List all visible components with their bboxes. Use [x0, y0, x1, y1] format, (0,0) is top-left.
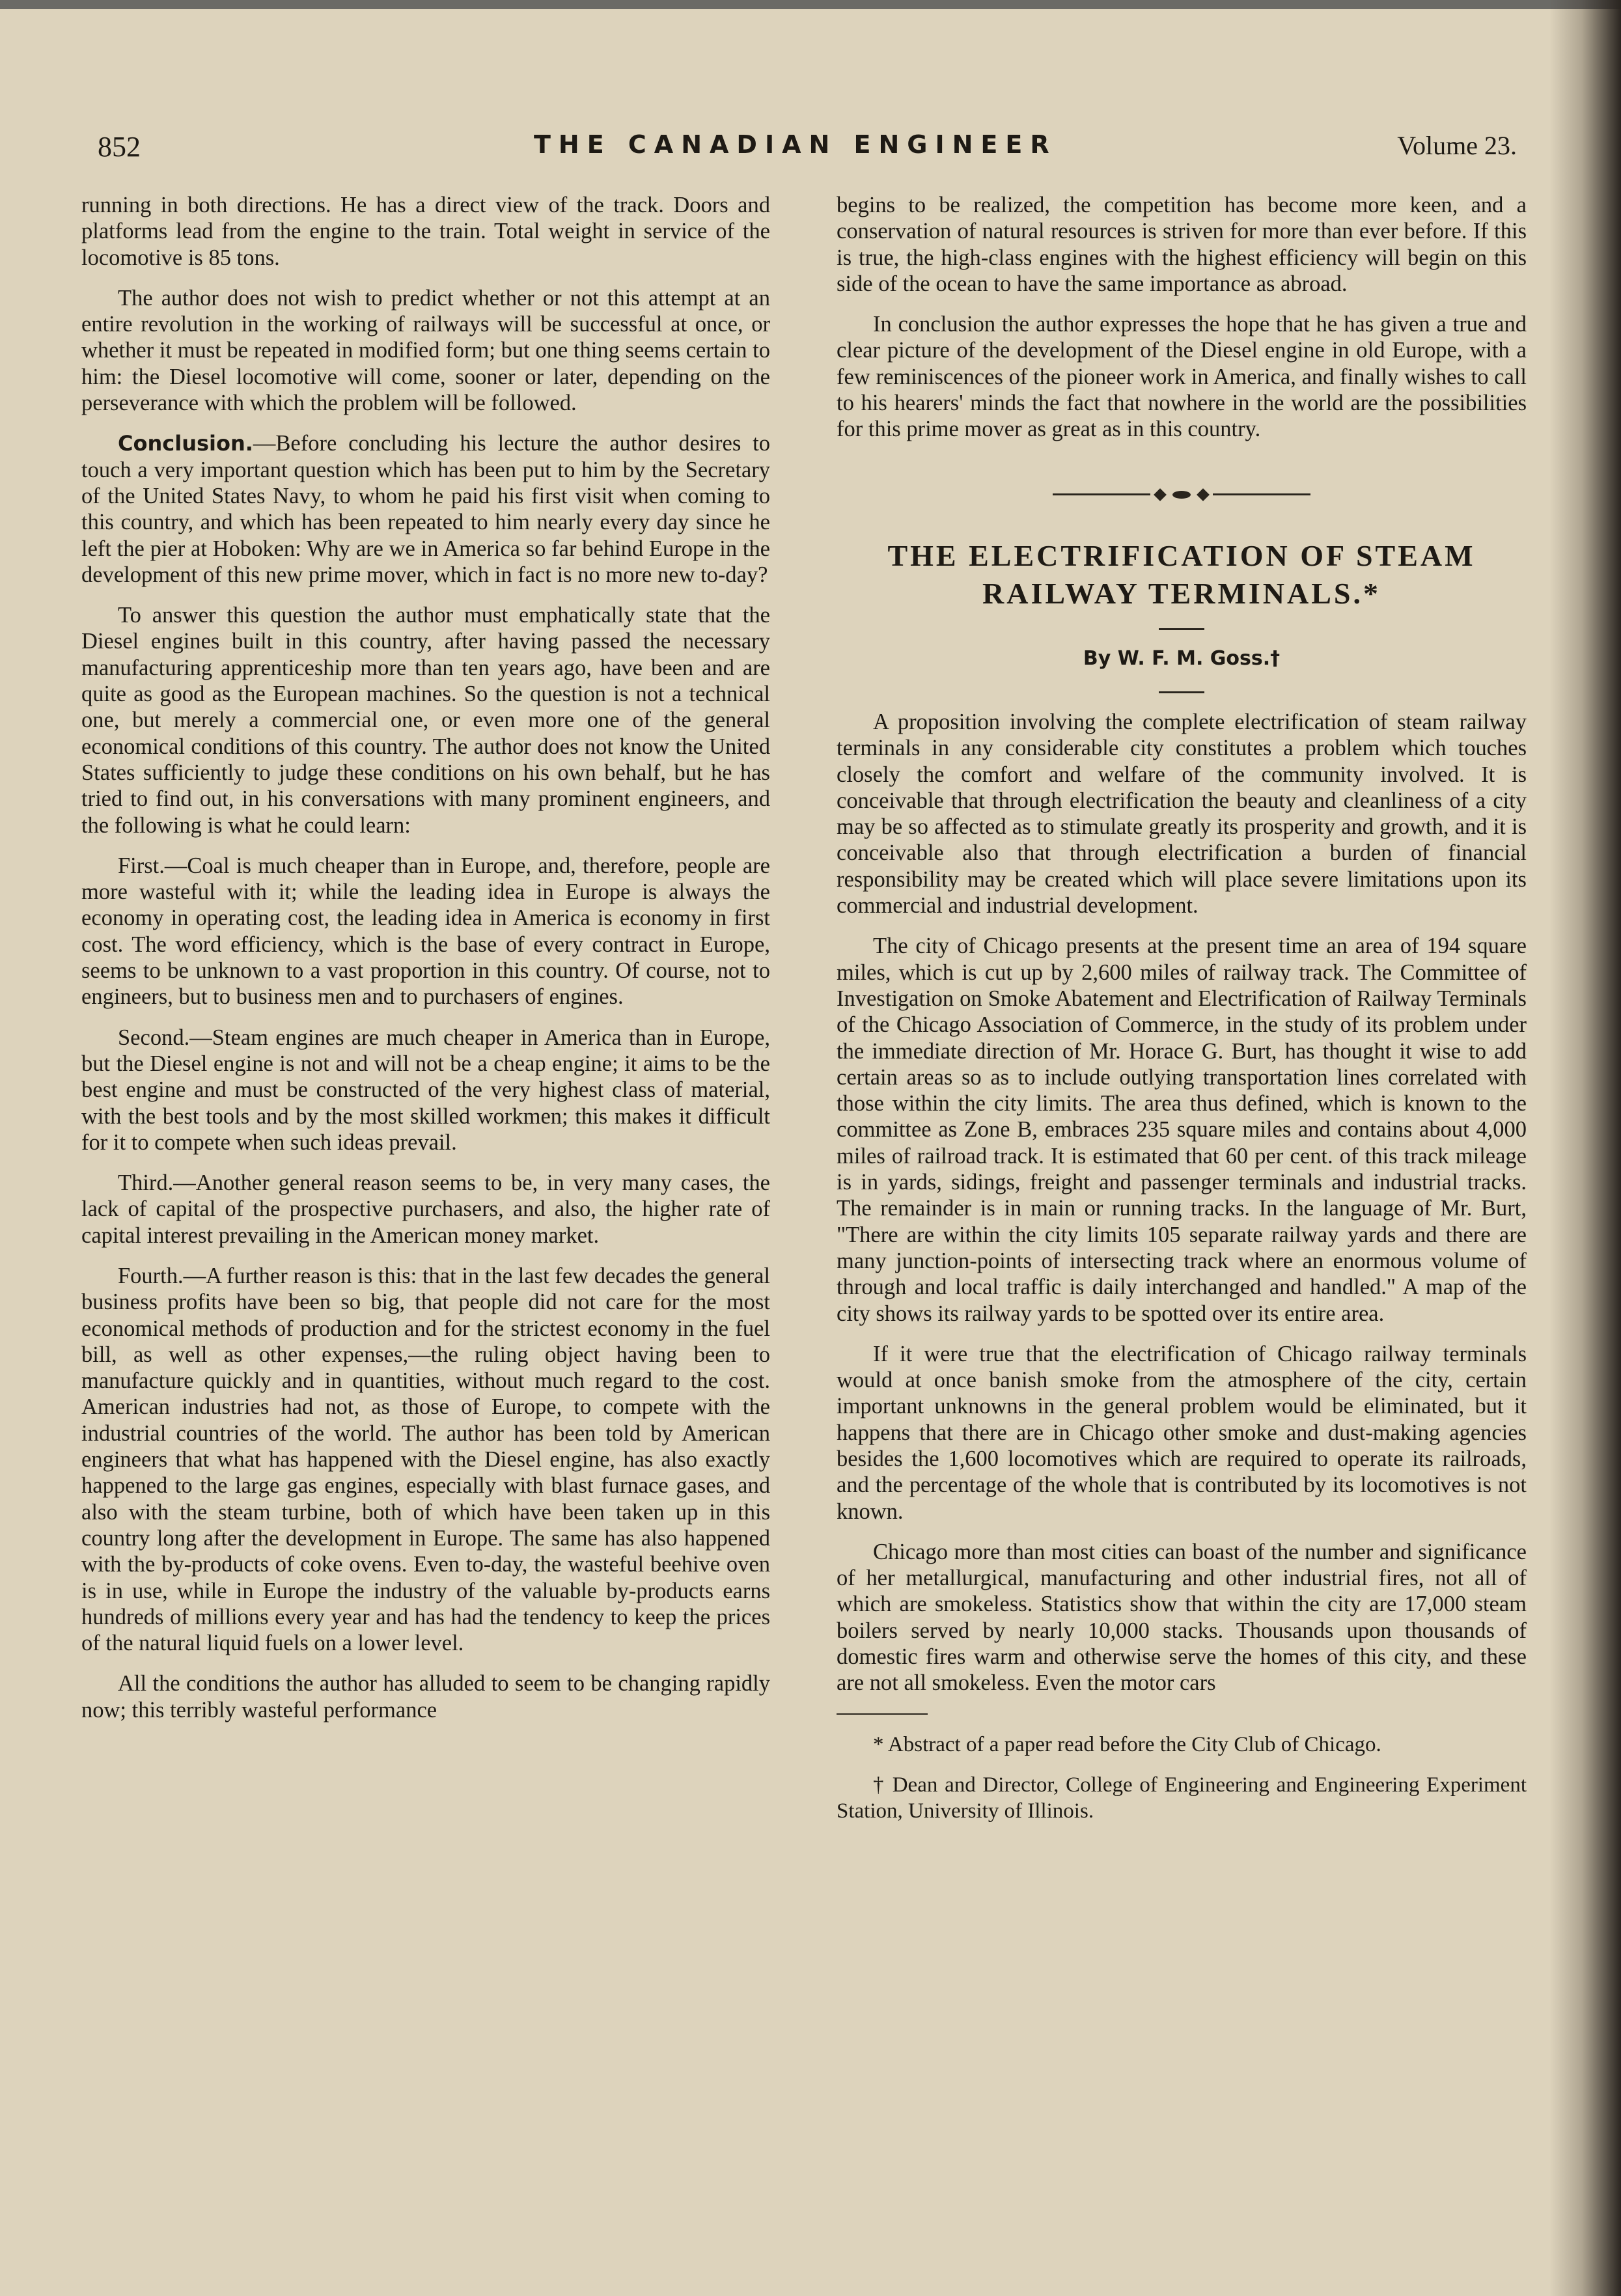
scan-top-edge: [0, 0, 1621, 9]
paragraph: The author does not wish to predict whether or not this attempt at an entire revolution in the working of railways will be successful at once, or whether it must be repeated in modified form; but one thing seems certain to him: the Diesel locomotive will come, sooner or later, depending on the perseverance with which the problem will be followed.: [81, 285, 770, 416]
conclusion-paragraph: [81, 430, 770, 588]
paragraph: running in both directions. He has a direct view of the track. Doors and platforms lead from the engine to the train. Total weight in service of the locomotive is 85 tons.: [81, 193, 770, 270]
journal-title: THE CANADIAN ENGINEER: [534, 130, 1057, 159]
article-title-line: RAILWAY TERMINALS.*: [982, 576, 1381, 610]
ornament-oval: [1172, 491, 1191, 499]
page-number: 852: [98, 131, 141, 163]
section-lead: Conclusion.: [118, 431, 253, 456]
paragraph: To answer this question the author must emphatically state that the Diesel engines built in this country, after having passed the necessary manufacturing apprenticeship more than ten years ago, have been and are quite as good as the European machines. So the question is not a technical one, but merely a commercial one, or even more one of the general economical conditions of this country. The author does not know the United States sufficiently to judge these conditions on his own behalf, but he has tried to find out, in his conversations with many prominent engineers, and the following is what he could learn:: [81, 603, 770, 838]
ornament-rule: [1213, 493, 1310, 495]
section-divider-ornament: [837, 488, 1527, 501]
paragraph: The city of Chicago presents at the present time an area of 194 square miles, which is cut up by 2,600 miles of railway track. The Committee of Investigation on Smoke Abatement and Electrification of Railway Terminals of the Chicago Association of Commerce, in the study of its problem under the immediate direction of Mr. Horace G. Burt, has thought it wise to add certain areas so as to include outlying transportation lines correlated with those within the city limits. The area thus defined, which is known to the committee as Zone B, embraces 235 square miles and contains about 4,000 miles of railroad track. It is estimated that 60 per cent. of this track mileage is in yards, sidings, freight and passenger terminals and industrial tracks. The remainder is in main or running tracks. In the language of Mr. Burt, "There are within the city limits 105 separate railway yards and there are many junction-points of intersecting track where an enormous volume of through and local traffic is daily interchanged and handled." A map of the city shows its railway yards to be spotted over its entire area.: [837, 934, 1527, 1326]
paragraph: Chicago more than most cities can boast of the number and significance of her metallurgical, manufacturing and other industrial fires, not all of which are smokeless. Statistics show that within the city are 17,000 steam boilers served by nearly 10,000 stacks. Thousands upon thousands of domestic fires warm and otherwise serve the homes of this city, and these are not all smokeless. Even the motor cars: [837, 1539, 1527, 1696]
ornament-diamond: [1197, 488, 1210, 501]
paragraph: begins to be realized, the competition has become more keen, and a conservation of natural resources is striven for more than ever before. If this is true, the high-class engines with the highest efficiency will begin on this side of the ocean to have the same importance as abroad.: [837, 193, 1527, 296]
paragraph: If it were true that the electrification of Chicago railway terminals would at once banish smoke from the atmosphere of the city, certain important unknowns in the general problem would be eliminated, but it happens that there are in Chicago other smoke and dust-making agencies besides the 1,600 locomotives which are required to operate its railroads, and the percentage of the whole that is contributed by its locomotives is not known.: [837, 1341, 1527, 1524]
right-column: [837, 192, 1527, 1838]
byline: By W. F. M. Goss.†: [1083, 646, 1281, 670]
paragraph: All the conditions the author has alluded to seem to be changing rapidly now; this terribly wasteful performance: [81, 1671, 770, 1722]
volume-label: Volume 23.: [1397, 131, 1517, 160]
paragraph: Fourth.—A further reason is this: that in the last few decades the general business profits have been so big, that people did not care for the most economical methods of production and for the strictest economy in the fuel bill, as well as other expenses,—the ruling object having been to manufacture quickly and in quantities, without much regard to the cost. American industries had not, as those of Europe, to compete with the industrial countries of the world. The author has been told by American engineers that what has happened with the Diesel engine, has also exactly happened to the large gas engines, especially with blast furnace gases, and also with the steam turbine, both of which have been taken up in this country long after the development in Europe. The same has also happened with the by-products of coke ovens. Even to-day, the wasteful beehive oven is in use, while in Europe the industry of the valuable by-products earns hundreds of millions every year and has had the tendency to keep the prices of the natural liquid fuels on a lower level.: [81, 1263, 770, 1656]
footnote-rule: [837, 1713, 928, 1715]
paragraph: In conclusion the author expresses the hope that he has given a true and clear picture of the development of the Diesel engine in old Europe, with a few reminiscences of the pioneer work in America, and finally wishes to call to his hearers' minds the fact that nowhere in the world are the possibilities for this prime mover as great as in this country.: [837, 312, 1527, 442]
paragraph: Second.—Steam engines are much cheaper in America than in Europe, but the Diesel engine is not and will not be a cheap engine; it aims to be the best engine and must be constructed of the very highest class of material, with the best tools and by the most skilled workmen; this makes it difficult for it to compete when such ideas prevail.: [81, 1025, 770, 1155]
paragraph: First.—Coal is much cheaper than in Europe, and, therefore, people are more wasteful with it; while the leading idea in Europe is always the economy in operating cost, the leading idea in America is economy in first cost. The word efficiency, which is the base of every contract in Europe, seems to be unknown to a vast proportion in this country. Of course, not to engineers, but to business men and to purchasers of engines.: [81, 853, 770, 1010]
left-column: [81, 192, 770, 1737]
title-rule: [1159, 628, 1204, 630]
ornament-rule: [1053, 493, 1150, 495]
byline-rule: [1159, 691, 1204, 693]
paragraph: Third.—Another general reason seems to be, in very many cases, the lack of capital of the prospective purchasers, and also, the higher rate of capital interest prevailing in the American money market.: [81, 1170, 770, 1248]
footnote: † Dean and Director, College of Engineering and Engineering Experiment Station, University of Illinois.: [837, 1773, 1527, 1823]
footnote: * Abstract of a paper read before the City Club of Chicago.: [873, 1732, 1381, 1756]
article-title: [837, 537, 1527, 613]
article-title-line: THE ELECTRIFICATION OF STEAM: [887, 538, 1476, 572]
page-header: [98, 130, 1530, 169]
ornament-diamond: [1154, 488, 1167, 501]
binding-shadow: [1549, 0, 1621, 2296]
paragraph: A proposition involving the complete electrification of steam railway terminals in any considerable city constitutes a problem which touches closely the comfort and welfare of the community involved. It is conceivable that through electrification the beauty and cleanliness of a city may be so affected as to stimulate greatly its prosperity and growth, and it is conceivable also that through electrification a burden of financial responsibility may be created which will place severe limitations upon its commercial and industrial development.: [837, 709, 1527, 919]
paragraph-text: —Before concluding his lecture the author desires to touch a very important question which has been put to him by the Secretary of the United States Navy, to whom he paid his first visit when coming to this country, and which has been repeated to him nearly every day since he left the pier at Hoboken: Why are we in America so far behind Europe in the development of this new prime mover, which in fact is no more new to-day?: [81, 431, 770, 587]
